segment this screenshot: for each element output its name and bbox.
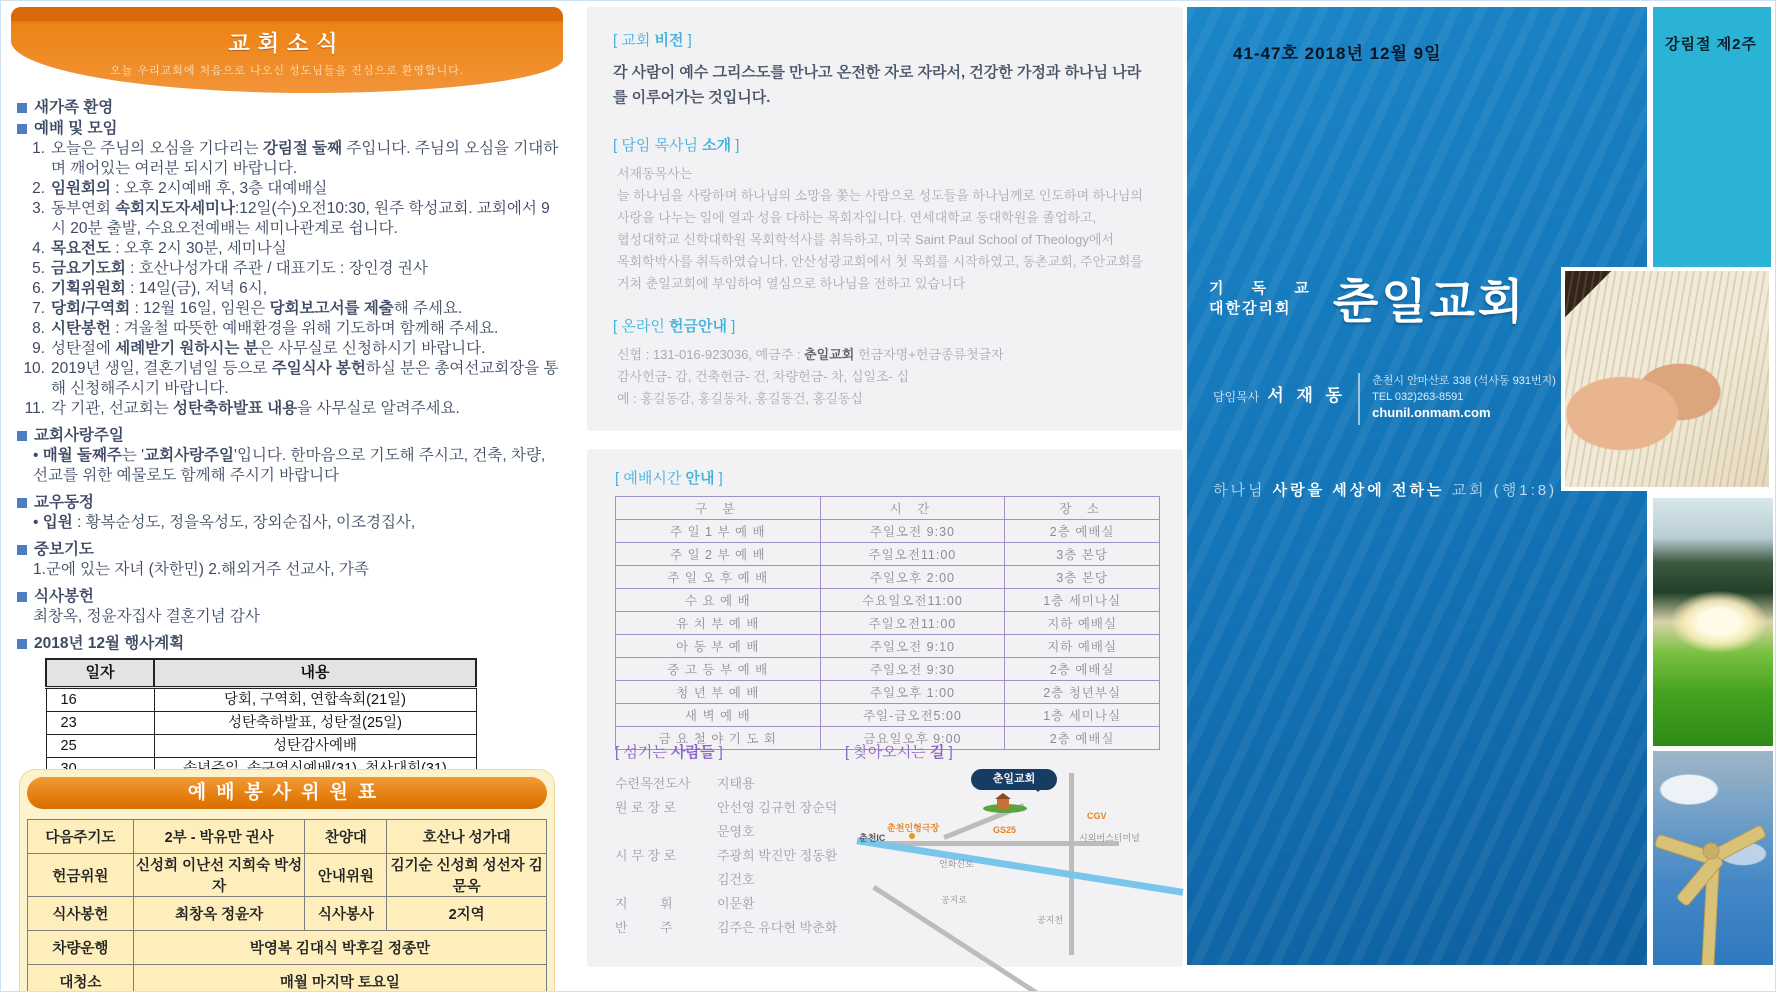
worship-row bbox=[616, 520, 1160, 543]
worship-time-cell: 주일오전11:00 bbox=[820, 612, 1005, 635]
text-segment: 각 기관, 선교회는 bbox=[51, 400, 174, 417]
text-segment: 세례받기 원하시는 분 bbox=[115, 340, 259, 357]
announcement-text bbox=[51, 279, 561, 299]
announcement-text bbox=[51, 359, 561, 399]
committee-row bbox=[28, 931, 547, 965]
serving-role: 원 로 장 로 bbox=[615, 800, 677, 815]
worship-committee-panel bbox=[19, 769, 555, 992]
text-segment: :12일(수)오전10:30, 원주 학성교회. 교회에서 9시 20분 출발, 수요오전예배는 세미나관계로 쉽니다. bbox=[51, 200, 550, 237]
committee-cell: 호산나 성가대 bbox=[387, 820, 547, 854]
worship-time-cell: 수요일오전11:00 bbox=[820, 589, 1005, 612]
worship-name-cell: 유 치 부 예 배 bbox=[616, 612, 821, 635]
text-segment: : 오후 2시예배 후, 3층 대예배실 bbox=[110, 180, 328, 197]
text-segment: 당회보고서를 제출 bbox=[269, 300, 394, 317]
pastor-intro-line: 거쳐 춘일교회에 부임하여 열심으로 하나님을 전하고 있습니다 bbox=[617, 276, 966, 291]
worship-times-section bbox=[615, 467, 1160, 750]
text-segment: 매월 둘째주 bbox=[42, 447, 122, 464]
worship-row bbox=[616, 681, 1160, 704]
pastor-label: 담임목사 bbox=[1213, 390, 1260, 404]
worship-place-cell: 2층 예배실 bbox=[1005, 520, 1160, 543]
schedule-date-cell: 23 bbox=[46, 712, 154, 735]
announcement-text bbox=[51, 319, 561, 339]
serving-row bbox=[615, 916, 845, 940]
info-block-title-label: 식사봉헌 bbox=[34, 588, 94, 605]
text-segment: 당회/구역회 bbox=[51, 300, 131, 317]
text-segment: 사랑을 bbox=[1272, 482, 1326, 499]
announcement-number: 10. bbox=[23, 360, 45, 377]
text-segment: 하실 분은 총여선교회장을 통해 신청해주시기 바랍니다. bbox=[51, 360, 559, 397]
worship-place-cell: 3층 본당 bbox=[1005, 543, 1160, 566]
info-block-title-label: 중보기도 bbox=[34, 541, 94, 558]
info-block-list bbox=[17, 425, 561, 627]
text-segment: 세상에 bbox=[1332, 482, 1385, 499]
worship-header-row: 구 분 시 간 장 소 bbox=[616, 497, 1160, 520]
text-segment: 는 ' bbox=[121, 447, 145, 464]
pastor-intro-line: 목회학박사를 취득하였습니다. 안산성광교회에서 첫 목회를 시작하였고, 동촌교회, 주안교회를 bbox=[617, 254, 1143, 269]
text-segment: 성탄절에 bbox=[51, 340, 116, 357]
worship-place-cell: 지하 예배실 bbox=[1005, 635, 1160, 658]
pastor-intro-body bbox=[613, 163, 1157, 295]
committee-cell: 식사봉사 bbox=[305, 897, 387, 931]
announcement-text bbox=[51, 399, 561, 419]
schedule-header-row bbox=[46, 659, 476, 688]
windmill-graphic bbox=[1653, 751, 1773, 965]
worship-name-cell: 금 요 철 야 기 도 회 bbox=[616, 727, 821, 750]
church-news-subtitle: 오늘 우리교회에 처음으로 나오신 성도님들을 진심으로 환영합니다. bbox=[110, 65, 464, 77]
serving-role: 시 무 장 로 bbox=[615, 848, 677, 863]
online-offering-header: [ 온라인 헌금안내 ] bbox=[613, 318, 736, 335]
text-segment: : 12월 16일, 임원은 bbox=[130, 300, 270, 317]
announcement-number: 6. bbox=[32, 280, 45, 297]
middle-panel bbox=[585, 1, 1185, 992]
serving-role: 지 휘 bbox=[615, 896, 673, 911]
serving-names: 지태용 bbox=[717, 776, 755, 791]
announcement-item bbox=[17, 339, 561, 359]
info-block bbox=[17, 586, 561, 627]
worship-place-cell: 1층 세미나실 bbox=[1005, 704, 1160, 727]
committee-cell: 박영복 김대식 박후길 정종만 bbox=[133, 931, 546, 965]
text-segment: 교회 (행1:8) bbox=[1444, 482, 1558, 499]
announcement-item bbox=[17, 359, 561, 399]
serving-names: 주광희 박진만 정동환 김건호 bbox=[717, 848, 838, 887]
top-bullet-list bbox=[17, 97, 561, 139]
map-label-theater: 춘천인형극장 bbox=[887, 823, 940, 833]
worship-name-cell: 수 요 예 배 bbox=[616, 589, 821, 612]
info-block-title-label: 교우동정 bbox=[34, 494, 94, 511]
bullet-square-icon bbox=[17, 592, 27, 602]
text-segment: 전하는 bbox=[1391, 482, 1445, 499]
serving-people-section bbox=[615, 741, 845, 940]
worship-time-cell: 주일-금오전5:00 bbox=[820, 704, 1005, 727]
text-segment: 기획위원회 bbox=[51, 280, 126, 297]
bullet-square-icon bbox=[17, 639, 27, 649]
schedule-row bbox=[46, 688, 476, 712]
announcement-text bbox=[51, 179, 561, 199]
text-segment bbox=[1385, 482, 1392, 499]
section-bullet-label: 예배 및 모임 bbox=[34, 120, 118, 137]
schedule-content-cell: 성탄축하발표, 성탄절(25일) bbox=[154, 712, 476, 735]
vision-body: 각 사람이 예수 그리스도를 만나고 온전한 자로 자라서, 건강한 가정과 하나님 나라를 이루어가는 것입니다. bbox=[613, 64, 1142, 106]
text-segment: 헌금자명+헌금종류첫글자 bbox=[854, 347, 1004, 362]
pastor-intro-header: [ 담임 목사님 소개 ] bbox=[613, 137, 740, 154]
bullet-square-icon bbox=[17, 431, 27, 441]
committee-cell: 최창옥 정윤자 bbox=[133, 897, 305, 931]
worship-time-cell: 주일오후 1:00 bbox=[820, 681, 1005, 704]
text-segment: : 호산나성가대 주관 / 대표기도 : 장인경 권사 bbox=[125, 260, 428, 277]
december-schedule-table bbox=[45, 658, 477, 781]
pastor-intro-line: 서재동목사는 bbox=[617, 166, 693, 181]
worship-committee-banner: 예배봉사위원표 bbox=[27, 777, 547, 809]
committee-row bbox=[28, 965, 547, 992]
info-block bbox=[17, 492, 561, 533]
text-segment: • bbox=[33, 447, 43, 464]
info-block-title bbox=[17, 425, 561, 446]
committee-cell: 식사봉헌 bbox=[28, 897, 134, 931]
text-segment: 성탄축하발표 내용 bbox=[173, 400, 298, 417]
worship-times-header: [ 예배시간 안내 ] bbox=[615, 470, 723, 487]
worship-time-cell: 주일오후 2:00 bbox=[820, 566, 1005, 589]
committee-cell: 2지역 bbox=[387, 897, 547, 931]
worship-name-cell: 주 일 1 부 예 배 bbox=[616, 520, 821, 543]
worship-row bbox=[616, 589, 1160, 612]
serving-row bbox=[615, 892, 845, 916]
wooden-windmill-photo bbox=[1653, 751, 1773, 965]
worship-place-cell: 3층 본당 bbox=[1005, 566, 1160, 589]
serving-row bbox=[615, 796, 845, 844]
announcement-number: 1. bbox=[32, 140, 45, 157]
divider bbox=[1358, 373, 1360, 425]
announcement-text bbox=[51, 199, 561, 239]
worship-row bbox=[616, 658, 1160, 681]
worship-place-cell: 지하 예배실 bbox=[1005, 612, 1160, 635]
pastor-intro-line: 협성대학교 신학대학원 목회학석사를 취득하고, 미국 Saint Paul School of Theology에서 bbox=[617, 232, 1114, 247]
pastor-intro-line: 늘 하나님을 사랑하며 하나님의 소망을 쫓는 사람으로 성도들을 하나님께로 인도하며 하나님의 bbox=[617, 188, 1143, 203]
section-bullet bbox=[17, 97, 561, 118]
map-label-gs25: GS25 bbox=[993, 825, 1017, 835]
announcement-number: 4. bbox=[32, 240, 45, 257]
offering-line-3: 예 : 홍길동감, 홍길동차, 홍길동건, 홍길동십 bbox=[617, 391, 863, 406]
text-segment: 2019년 생일, 결혼기념일 등으로 bbox=[51, 360, 272, 377]
serving-names: 안선영 김규헌 장순덕 문영호 bbox=[717, 800, 838, 839]
committee-cell: 헌금위원 bbox=[28, 854, 134, 897]
address-block bbox=[1372, 373, 1556, 421]
worship-row bbox=[616, 635, 1160, 658]
text-segment: 하나님 bbox=[1213, 482, 1273, 499]
worship-place-cell: 2층 예배실 bbox=[1005, 727, 1160, 750]
serving-row bbox=[615, 772, 845, 796]
serving-people-header: [ 섬기는 사람들 ] bbox=[615, 744, 723, 761]
worship-time-cell: 주일오전11:00 bbox=[820, 543, 1005, 566]
text-segment: 을 사무실로 알려주세요. bbox=[297, 400, 460, 417]
text-segment: 오늘은 주님의 오심을 기다리는 bbox=[51, 140, 263, 157]
worship-time-cell: 주일오전 9:10 bbox=[820, 635, 1005, 658]
schedule-title bbox=[17, 633, 561, 654]
committee-cell: 차량운행 bbox=[28, 931, 134, 965]
text-segment: 주입니다. 주님의 오심을 기대하며 깨어있는 여러분 되시기 바랍니다. bbox=[51, 140, 559, 177]
text-segment: 동부연회 bbox=[51, 200, 116, 217]
worship-name-cell: 청 년 부 예 배 bbox=[616, 681, 821, 704]
schedule-header-date: 일자 bbox=[46, 659, 154, 688]
text-segment: 금요기도회 bbox=[51, 260, 126, 277]
vision-card bbox=[587, 7, 1183, 431]
text-segment: 해 주세요. bbox=[393, 300, 463, 317]
info-block-title bbox=[17, 539, 561, 560]
serving-role: 수련목전도사 bbox=[615, 776, 691, 791]
serving-names: 김주은 유다현 박춘화 bbox=[717, 920, 838, 935]
announcement-item bbox=[17, 139, 561, 179]
vision-header: [ 교회 비전 ] bbox=[613, 32, 692, 49]
announcement-item bbox=[17, 299, 561, 319]
committee-row bbox=[28, 854, 547, 897]
announcement-text bbox=[51, 239, 561, 259]
map-road-diagonal bbox=[872, 885, 1068, 992]
bullet-square-icon bbox=[17, 498, 27, 508]
issue-number-date: 41-47호 2018년 12월 9일 bbox=[1233, 44, 1442, 63]
directions-header: [ 찾아오시는 길 ] bbox=[845, 744, 953, 761]
info-block bbox=[17, 539, 561, 580]
committee-cell: 신성희 이난선 지희숙 박성자 bbox=[133, 854, 305, 897]
info-block-title bbox=[17, 492, 561, 513]
map-label-road1: 언화신로 bbox=[939, 859, 974, 869]
church-news-body bbox=[11, 93, 563, 781]
announcement-number: 8. bbox=[32, 320, 45, 337]
worship-place-cell: 1층 세미나실 bbox=[1005, 589, 1160, 612]
text-segment: : 황복순성도, 정을옥성도, 장외순집사, 이조경집사, bbox=[72, 514, 416, 531]
season-label: 강림절 제2주 bbox=[1665, 36, 1757, 53]
committee-cell: 안내위원 bbox=[305, 854, 387, 897]
church-news-header bbox=[11, 7, 563, 93]
announcement-number: 7. bbox=[32, 300, 45, 317]
text-segment: 춘일교회 bbox=[804, 347, 855, 362]
schedule-header-content: 내용 bbox=[154, 659, 476, 688]
schedule-row bbox=[46, 735, 476, 758]
directions-map bbox=[825, 767, 1175, 959]
worship-time-cell: 주일오전 9:30 bbox=[820, 658, 1005, 681]
section-bullet-label: 새가족 환영 bbox=[34, 99, 114, 116]
announcement-item bbox=[17, 199, 561, 239]
committee-cell: 다음주기도 bbox=[28, 820, 134, 854]
december-schedule-block bbox=[17, 633, 561, 781]
map-river bbox=[856, 837, 1183, 896]
worship-name-cell: 새 벽 예 배 bbox=[616, 704, 821, 727]
text-segment: : 14일(금), 저녁 6시, bbox=[125, 280, 268, 297]
announcement-number: 9. bbox=[32, 340, 45, 357]
church-phone: TEL 032)263-8591 bbox=[1372, 391, 1464, 403]
worship-info-card bbox=[587, 449, 1183, 967]
text-segment: 속회지도자세미나 bbox=[115, 200, 235, 217]
text-segment: : 겨울철 따뜻한 예배환경을 위해 기도하며 함께해 주세요. bbox=[110, 320, 499, 337]
offering-line-1 bbox=[617, 344, 1157, 366]
announcement-number: 11. bbox=[24, 400, 45, 417]
announcement-text bbox=[51, 299, 561, 319]
text-segment: 1.군에 있는 자녀 (차한민) 2.해외거주 선교사, 가족 bbox=[33, 561, 369, 578]
announcement-number: 3. bbox=[32, 200, 45, 217]
bullet-square-icon bbox=[17, 124, 27, 134]
text-segment: 임원회의 bbox=[51, 180, 111, 197]
committee-cell: 대청소 bbox=[28, 965, 134, 992]
text-segment: 신협 : 131-016-923036, 예금주 : bbox=[617, 347, 805, 362]
committee-cell: 매월 마지막 토요일 bbox=[133, 965, 546, 992]
info-block-line bbox=[17, 607, 561, 627]
church-address: 춘천시 안마산로 338 (석사동 931번지) bbox=[1372, 375, 1556, 387]
worship-time-cell: 주일오전 9:30 bbox=[820, 520, 1005, 543]
serving-row bbox=[615, 844, 845, 892]
announcement-item bbox=[17, 319, 561, 339]
text-segment: 목요전도 bbox=[51, 240, 111, 257]
schedule-date-cell: 25 bbox=[46, 735, 154, 758]
church-name-block bbox=[1209, 265, 1526, 332]
announcement-text bbox=[51, 339, 561, 359]
map-label-river: 공지천 bbox=[1037, 915, 1064, 925]
worship-row bbox=[616, 543, 1160, 566]
worship-row bbox=[616, 704, 1160, 727]
section-bullet bbox=[17, 118, 561, 139]
announcement-item bbox=[17, 179, 561, 199]
text-segment: 최창옥, 정윤자집사 결혼기념 감사 bbox=[33, 608, 260, 625]
church-slogan bbox=[1213, 479, 1557, 500]
announcement-item bbox=[17, 279, 561, 299]
worship-row bbox=[616, 612, 1160, 635]
worship-name-cell: 주 일 2 부 예 배 bbox=[616, 543, 821, 566]
text-segment: • bbox=[33, 514, 43, 531]
announcement-item bbox=[17, 399, 561, 419]
praying-hands-photo bbox=[1561, 267, 1773, 491]
worship-name-cell: 주 일 오 후 예 배 bbox=[616, 566, 821, 589]
schedule-content-cell: 성탄감사예배 bbox=[154, 735, 476, 758]
season-strip bbox=[1653, 7, 1771, 267]
worship-name-cell: 중 고 등 부 예 배 bbox=[616, 658, 821, 681]
text-segment: 입원 bbox=[42, 514, 73, 531]
worship-time-cell: 금요일오후 9:00 bbox=[820, 727, 1005, 750]
schedule-content-cell: 당회, 구역회, 연합속회(21일) bbox=[154, 688, 476, 712]
text-segment: 은 사무실로 신청하시기 바랍니다. bbox=[258, 340, 486, 357]
church-news-title: 교회소식 bbox=[228, 31, 346, 56]
announcement-text bbox=[51, 139, 561, 179]
map-road-vertical bbox=[1069, 773, 1074, 955]
bullet-square-icon bbox=[17, 545, 27, 555]
announcement-number: 2. bbox=[32, 180, 45, 197]
text-segment: '입니다. 한마음으로 기도해 주시고, 건축, 차량, 선교를 위한 예물로도 함께해 주시기 바랍니다 bbox=[33, 447, 546, 484]
church-marker: 춘일교회 bbox=[971, 769, 1057, 790]
map-label-terminal: 시외버스터미널 bbox=[1079, 833, 1140, 843]
left-panel-church-news bbox=[11, 7, 563, 989]
bullet-square-icon bbox=[17, 103, 27, 113]
pastor-name: 서 재 동 bbox=[1267, 386, 1347, 405]
announcement-list bbox=[17, 139, 561, 419]
announcement-number: 5. bbox=[32, 260, 45, 277]
info-block-line bbox=[17, 446, 561, 486]
schedule-date-cell: 16 bbox=[46, 688, 154, 712]
serving-names: 이문환 bbox=[717, 896, 755, 911]
worship-row bbox=[616, 566, 1160, 589]
text-segment: 주일식사 봉헌 bbox=[271, 360, 366, 377]
info-block-line bbox=[17, 513, 561, 533]
worship-name-cell: 아 동 부 예 배 bbox=[616, 635, 821, 658]
info-block-title bbox=[17, 586, 561, 607]
map-label-road2: 공지로 bbox=[941, 895, 968, 905]
text-segment: 시탄봉헌 bbox=[51, 320, 111, 337]
text-segment: 강림절 둘째 bbox=[262, 140, 343, 157]
info-block-line bbox=[17, 560, 561, 580]
sunrise-field-photo bbox=[1653, 498, 1773, 746]
committee-cell: 2부 - 박유만 권사 bbox=[133, 820, 305, 854]
text-segment: : 오후 2시 30분, 세미나실 bbox=[110, 240, 287, 257]
announcement-item bbox=[17, 259, 561, 279]
church-website: chunil.onmam.com bbox=[1372, 405, 1491, 420]
schedule-row bbox=[46, 712, 476, 735]
committee-cell: 김기순 신성희 성선자 김문옥 bbox=[387, 854, 547, 897]
denomination-label: 기 독 교 대한감리회 bbox=[1209, 279, 1321, 317]
worship-times-table bbox=[615, 496, 1160, 750]
map-label-ic: 춘천IC bbox=[859, 833, 886, 843]
worship-place-cell: 2층 예배실 bbox=[1005, 658, 1160, 681]
serving-role: 반 주 bbox=[615, 920, 673, 935]
pastor-intro-line: 사랑을 나누는 일에 열과 성을 다하는 목회자입니다. 연세대학교 동대학원을 졸업하고, bbox=[617, 210, 1097, 225]
worship-place-cell: 2층 청년부실 bbox=[1005, 681, 1160, 704]
online-offering-body bbox=[613, 344, 1157, 410]
church-building-icon bbox=[983, 797, 1027, 813]
worship-committee-table bbox=[27, 819, 547, 992]
announcement-item bbox=[17, 239, 561, 259]
committee-cell: 찬양대 bbox=[305, 820, 387, 854]
map-label-cgv: CGV bbox=[1087, 811, 1107, 821]
announcement-text bbox=[51, 259, 561, 279]
info-block bbox=[17, 425, 561, 486]
info-block-title-label: 교회사랑주일 bbox=[34, 427, 124, 444]
church-name: 춘일교회 bbox=[1332, 275, 1527, 328]
text-segment: 교회사랑주일 bbox=[144, 447, 234, 464]
pastor-line bbox=[1213, 381, 1346, 406]
committee-row bbox=[28, 897, 547, 931]
offering-line-2: 감사헌금- 감, 건축헌금- 건, 차량헌금- 차, 십일조- 십 bbox=[617, 369, 910, 384]
schedule-title-label: 2018년 12월 행사계획 bbox=[34, 635, 185, 652]
committee-row bbox=[28, 820, 547, 854]
church-info-row bbox=[1213, 373, 1556, 425]
